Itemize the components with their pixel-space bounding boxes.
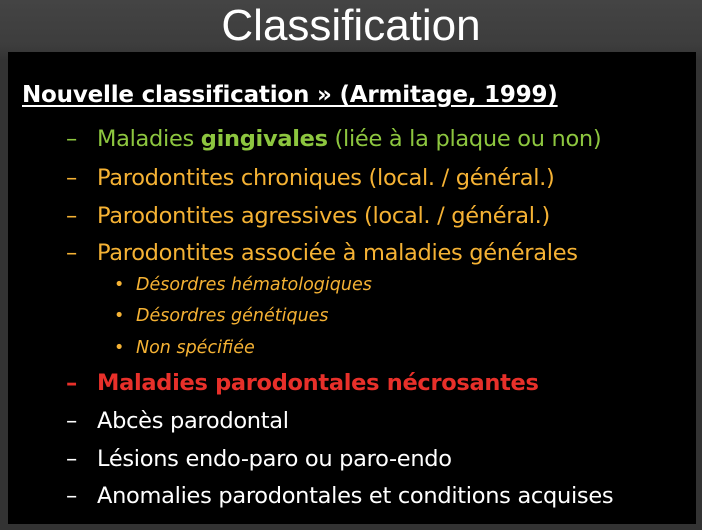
list-item-gingival	[66, 128, 601, 151]
subitem-unspecified	[114, 340, 255, 358]
dash-marker: –	[66, 203, 77, 229]
item-text-post: (liée à la plaque ou non)	[327, 126, 602, 152]
list-item-anomalies	[66, 485, 613, 508]
item-text-pre: Maladies	[97, 126, 201, 152]
item-text: Maladies parodontales nécrosantes	[97, 370, 539, 396]
item-text: Parodontites agressives (local. / général.)	[97, 203, 550, 229]
subitem-text: Désordres hématologiques	[136, 275, 372, 295]
bullet-marker: •	[114, 306, 125, 326]
dash-marker: –	[66, 240, 77, 266]
subitem-hematologic	[114, 277, 372, 295]
content-panel	[8, 52, 696, 524]
item-text: Abcès parodontal	[97, 408, 289, 434]
bullet-marker: •	[114, 275, 125, 295]
dash-marker: –	[66, 126, 77, 152]
list-item-chronic	[66, 167, 555, 190]
subitem-text: Désordres génétiques	[136, 306, 329, 326]
subitem-text: Non spécifiée	[136, 338, 255, 358]
item-text: Lésions endo-paro ou paro-endo	[97, 446, 452, 472]
dash-marker: –	[66, 446, 77, 472]
dash-marker: –	[66, 165, 77, 191]
subitem-genetic	[114, 308, 329, 326]
item-text-bold: gingivales	[200, 126, 328, 152]
list-item-abscess	[66, 410, 289, 433]
list-item-necrotizing	[66, 372, 539, 395]
list-item-endo-paro	[66, 448, 452, 471]
item-text: Anomalies parodontales et conditions acquises	[97, 483, 614, 509]
list-item-aggressive	[66, 205, 550, 228]
list-item-systemic	[66, 242, 578, 265]
dash-marker: –	[66, 370, 77, 396]
dash-marker: –	[66, 483, 77, 509]
bullet-marker: •	[114, 338, 125, 358]
slide-title: Classification	[221, 1, 481, 50]
item-text: Parodontites associée à maladies générales	[97, 240, 578, 266]
section-heading: Nouvelle classification » (Armitage, 1999)	[22, 82, 558, 108]
item-text: Parodontites chroniques (local. / général.)	[97, 165, 555, 191]
dash-marker: –	[66, 408, 77, 434]
